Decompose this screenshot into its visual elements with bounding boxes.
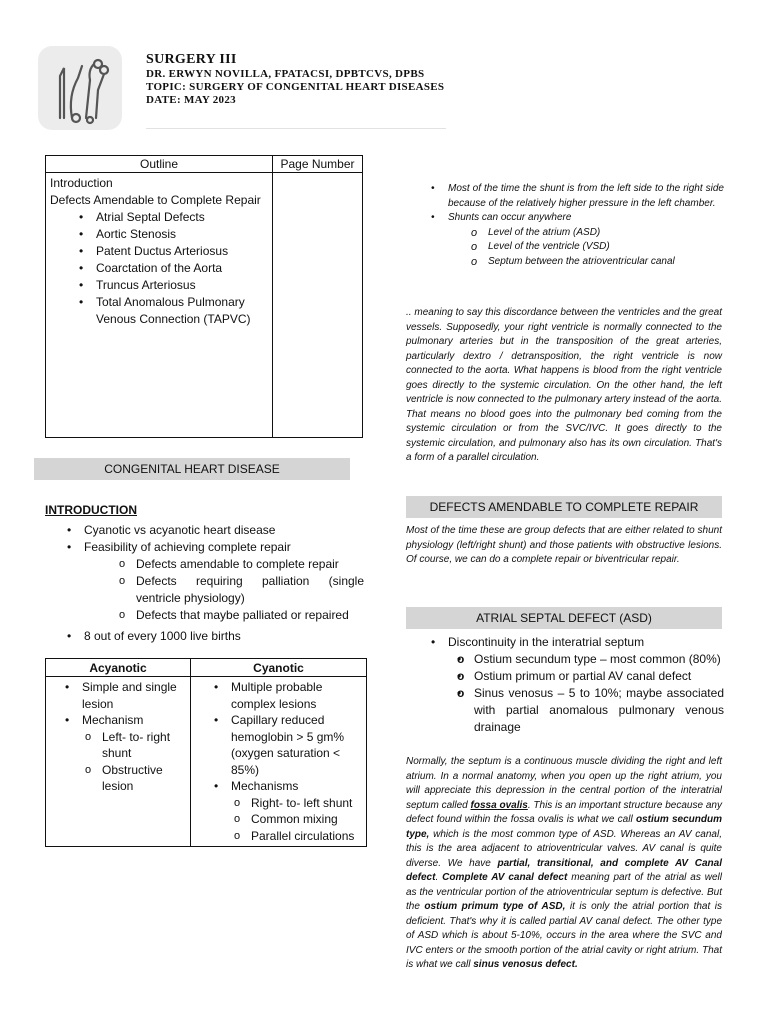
intro-bullet: • 8 out of every 1000 live births <box>64 628 364 645</box>
defects-paragraph: Most of the time these are group defects that are either related to shunt physiology (left/right shunt) and those patients with obstructive lesions. Of course, we can do a complete repair or biventricular repair. <box>406 525 722 565</box>
topic: TOPIC: SURGERY OF CONGENITAL HEART DISEASES <box>146 81 445 93</box>
outline-subitem: • Total Anomalous Pulmonary Venous Connection (TAPVC) <box>76 294 268 328</box>
cyanotic-subitem: o Common mixing <box>231 811 362 828</box>
outline-subitem: • Truncus Arteriosus <box>76 277 268 294</box>
section-title-defects: DEFECTS AMENDABLE TO COMPLETE REPAIR <box>406 496 722 518</box>
acyanotic-item: • Simple and single lesion <box>62 679 186 712</box>
shunt-bullet: • Most of the time the shunt is from the left side to the right side because of the relatively higher pressure in the left chamber. <box>428 182 724 211</box>
asd-bullet: • Discontinuity in the interatrial septum <box>428 634 724 651</box>
acyanotic-header: Acyanotic <box>46 659 191 677</box>
header-divider <box>146 128 446 129</box>
cyanotic-item: • Multiple probable complex lesions <box>211 679 362 712</box>
term-complete-av: Complete AV canal defect <box>442 872 568 883</box>
outline-contents <box>46 173 273 438</box>
term-ostium-secundum: ostium secundum type, <box>406 814 722 840</box>
shunt-bullet: • Shunts can occur anywhere <box>428 211 724 226</box>
outline-header: Outline <box>46 156 273 173</box>
cyanotic-item: • Capillary reduced hemoglobin > 5 gm% (oxygen saturation < 85%) <box>211 712 362 778</box>
asd-subbullet: • o Ostium primum or partial AV canal defect <box>454 668 724 685</box>
outline-table <box>45 155 363 438</box>
cyanotic-cell <box>191 677 367 847</box>
asd-list <box>428 634 724 736</box>
section-title-chd: CONGENITAL HEART DISEASE <box>34 458 350 480</box>
intro-subbullet: o Defects requiring palliation (single ventricle physiology) <box>116 573 364 607</box>
outline-subitem: • Aortic Stenosis <box>76 226 268 243</box>
shunt-subbullet: o Level of the ventricle (VSD) <box>468 240 724 255</box>
shunt-subbullet: o Level of the atrium (ASD) <box>468 226 724 241</box>
acyanotic-cell <box>46 677 191 847</box>
acyanotic-item: • Mechanism <box>62 712 186 729</box>
term-av-canal: partial, transitional, and complete AV Canal defect <box>406 857 722 883</box>
outline-subitem: • Atrial Septal Defects <box>76 209 268 226</box>
intro-subbullet: o Defects amendable to complete repair <box>116 556 364 573</box>
course-title: SURGERY III <box>146 52 237 67</box>
surgical-tools-logo <box>38 46 122 130</box>
cyanotic-subitem: o Right- to- left shunt <box>231 795 362 812</box>
page-number-cell <box>273 173 363 438</box>
term-sinus-venosus: sinus venosus defect. <box>473 959 578 970</box>
intro-bullet: • Cyanotic vs acyanotic heart disease <box>64 522 364 539</box>
cyanotic-header: Cyanotic <box>191 659 367 677</box>
shunt-subbullet: o Septum between the atrioventricular canal <box>468 255 724 270</box>
outline-item: Introduction <box>50 176 113 190</box>
date: DATE: MAY 2023 <box>146 94 236 106</box>
page-number-header: Page Number <box>273 156 363 173</box>
intro-subbullet: o Defects that maybe palliated or repaired <box>116 607 364 624</box>
acyanotic-subitem: o Left- to- right shunt <box>82 729 186 762</box>
lecturer: DR. ERWYN NOVILLA, FPATACSI, DPBTCVS, DPBS <box>146 68 425 80</box>
term-ostium-primum: ostium primum type of ASD, <box>424 901 566 912</box>
acyanotic-cyanotic-table <box>45 658 367 847</box>
section-title-asd: ATRIAL SEPTAL DEFECT (ASD) <box>406 607 722 629</box>
acyanotic-subitem: o Obstructive lesion <box>82 762 186 795</box>
intro-heading: INTRODUCTION <box>45 503 137 517</box>
asd-subbullet: • o Sinus venosus – 5 to 10%; maybe associated with partial anomalous pulmonary venous drainage <box>454 685 724 736</box>
asd-paragraph: Normally, the septum is a continuous muscle dividing the right and left atrium. In a normal anatomy, when you open up the right atrium, you will appreciate this depression in the central portion of the interatrial septum called fossa ovalis. This is an important structure because any defect found within the fossa ovalis is what we call ostium secundum type, which is the most common type of ASD. Whereas an AV canal, this is the area adjacent to atrioventricular valves. AV canal is quite diverse. We have partial, transitional, and complete AV Canal defect. Complete AV canal defect meaning part of the atrial as well as the ventricular portion of the atrioventricular septum is defective. But the ostium primum type of ASD, it is only the atrial portion that is deficient. That's why it is called partial AV canal defect. The other type of ASD which is about 5-10%, occurs in the area where the SVC and IVC enters or the smooth portion of the atrial cavity or right atrium. That is what we call sinus venosus defect. <box>406 756 722 970</box>
intro-bullet: • Feasibility of achieving complete repair <box>64 539 364 556</box>
cyanotic-subitem: o Parallel circulations <box>231 828 362 845</box>
cyanotic-item: • Mechanisms <box>211 778 362 795</box>
intro-list <box>64 522 364 645</box>
transposition-paragraph: .. meaning to say this discordance between the ventricles and the great vessels. Supposedly, your right ventricle is normally connected to the pulmonary arteries but in the transposition of the great arteries, particularly dextro / detransposition, the right ventricle is now connected to the aorta. What happens is blood from the right ventricle goes directly to the systemic circulation. On the other hand, the left ventricle is now connected to the pulmonary artery instead of the aorta. That means no blood goes into the pulmonary bed coming from the systemic circulation or from the SVC/IVC. It goes directly to the systemic circulation, and pulmonary also has its own circulation. That's a form of a parallel circulation. <box>406 307 722 463</box>
shunt-list <box>428 182 724 269</box>
outline-subitem: • Patent Ductus Arteriosus <box>76 243 268 260</box>
document-header <box>146 52 444 107</box>
outline-subitem: • Coarctation of the Aorta <box>76 260 268 277</box>
outline-item: Defects Amendable to Complete Repair <box>50 193 261 207</box>
asd-subbullet: • o Ostium secundum type – most common (80%) <box>454 651 724 668</box>
term-fossa-ovalis: fossa ovalis <box>470 799 528 811</box>
